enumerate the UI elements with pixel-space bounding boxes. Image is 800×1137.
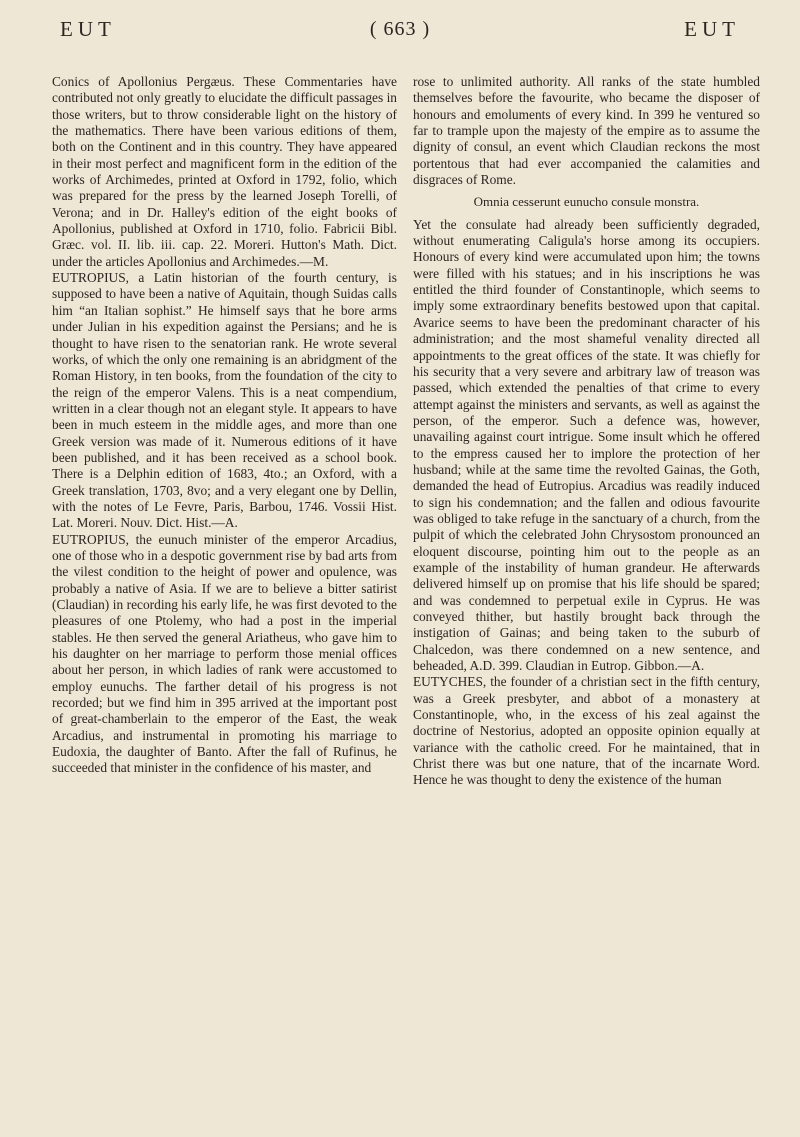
- claudian-quote: Omnia cesserunt eunucho consule monstra.: [473, 194, 700, 210]
- page-number: ( 663 ): [369, 17, 431, 40]
- paragraph-eutropius-continuation: rose to unlimited authority. All ranks of the state humbled themselves before the favourite, who became the disposer of honours and emoluments of every kind. In 399 he ventured so far to trample upon the majesty of the empire as to assume the dignity of consul, an event which Claudian reckons the most portentous that had ever accompanied the calamities and disgraces of Rome.: [413, 74, 760, 188]
- paragraph-apollonius-continuation: Conics of Apollonius Pergæus. These Commentaries have contributed not only greatly to elucidate the difficult passages in those writers, but to throw considerable light on the history of the mathematics. There have been various editions of them, both on the Continent and in this country. They have appeared in their most perfect and magnificent form in the edition of the works of Archimedes, printed at Oxford in 1792, folio, which was prepared for the press by the learned Joseph Torelli, of Verona; and in Dr. Halley's edition of the eight books of Apollonius, published at Oxford in 1710, folio. Fabricii Bibl. Græc. vol. II. lib. iii. cap. 22. Moreri. Hutton's Math. Dict. under the articles Apollonius and Archimedes.—M.: [52, 74, 397, 269]
- entry-eutropius-eunuch: EUTROPIUS, the eunuch minister of the emperor Arcadius, one of those who in a despotic government rise by bad arts from the vilest condition to the height of power and opulence, was probably a native of Asia. If we are to believe a bitter satirist (Claudian) in recording his early life, he was first devoted to the pleasures of one Ptolemy, who had a post in the imperial stables. He then served the general Ariatheus, who gave him to his daughter on her marriage to perform those menial offices about her person, in which ladies of rank were accustomed to employ eunuchs. The farther detail of his progress is not recorded; but we find him in 395 arrived at the important post of great-chamberlain to the emperor of the East, the weak Arcadius, and instrumental in promoting his marriage to Eudoxia, the daughter of Banto. After the fall of Rufinus, he succeeded that minister in the confidence of his master, and: [52, 531, 397, 776]
- header-right: EUT: [684, 16, 740, 41]
- right-column: [413, 74, 760, 789]
- header-left: EUT: [60, 16, 116, 41]
- entry-eutropius-historian: EUTROPIUS, a Latin historian of the fourth century, is supposed to have been a native of Aquitain, though Suidas calls him “an Italian sophist.” He himself says that he bore arms under Julian in his expedition against the Persians; and he is thought to have risen to the senatorian rank. He wrote several works, of which the only one remaining is an abridgment of the Roman History, in ten books, from the foundation of the city to the reign of the emperor Valens. This is a neat compendium, written in a clear though not an elegant style. It appears to have been in much esteem in the middle ages, and more than one Greek version was made of it. Numerous editions of it have been published, and it has been received as a school book. There is a Delphin edition of 1683, 4to.; an Oxford, with a Greek translation, 1703, 8vo; and a very elegant one by Dellin, with the notes of Le Fevre, Paris, Barbou, 1746. Vossii Hist. Lat. Moreri. Nouv. Dict. Hist.—A.: [52, 270, 397, 531]
- paragraph-consulate: Yet the consulate had already been sufficiently degraded, without enumerating Caligula's horse among its occupiers. Honours of every kind were accumulated upon him; the towns were filled with his statues; and in his inscriptions he was entitled the third founder of Constantinople, which seems to imply some extraordinary benefits bestowed upon that capital. Avarice seems to have been the predominant character of his administration; and the most shameful venality directed all appointments to the great offices of the state. It was chiefly for his security that a very severe and arbitrary law of treason was passed, which extended the penalties of that crime to every attempt against the ministers and servants, as well as against the person, of the emperor. Such a defence was, however, unavailing against court intrigue. Some insult which he offered to the empress caused her to implore the protection of her husband; while at the same time the revolted Gainas, the Goth, demanded the head of Eutropius. Arcadius was readily induced to sign his condemnation; and the fallen and odious favourite was obliged to take refuge in the sanctuary of a church, from the pulpit of which the celebrated John Chrysostom pronounced an eloquent discourse, pointing him out to the people as an example of the instability of human grandeur. He afterwards delivered himself up on promise that his life should be spared; and was condemned to perpetual exile in Cyprus. He was conveyed thither, but hastily brought back through the instigation of Gainas; and being taken to the suburb of Chalcedon, was there condemned on a new sentence, and beheaded, A.D. 399. Claudian in Eutrop. Gibbon.—A.: [413, 216, 760, 674]
- running-header: [60, 14, 740, 44]
- left-column: [52, 74, 397, 777]
- entry-eutyches: EUTYCHES, the founder of a christian sect in the fifth century, was a Greek presbyter, and abbot of a monastery at Constantinople, who, in the excess of his zeal against the doctrine of Nestorius, adopted an opposite opinion equally at variance with the catholic creed. For he maintained, that in Christ there was but one nature, that of the incarnate Word. Hence he was thought to deny the existence of the human: [413, 674, 760, 788]
